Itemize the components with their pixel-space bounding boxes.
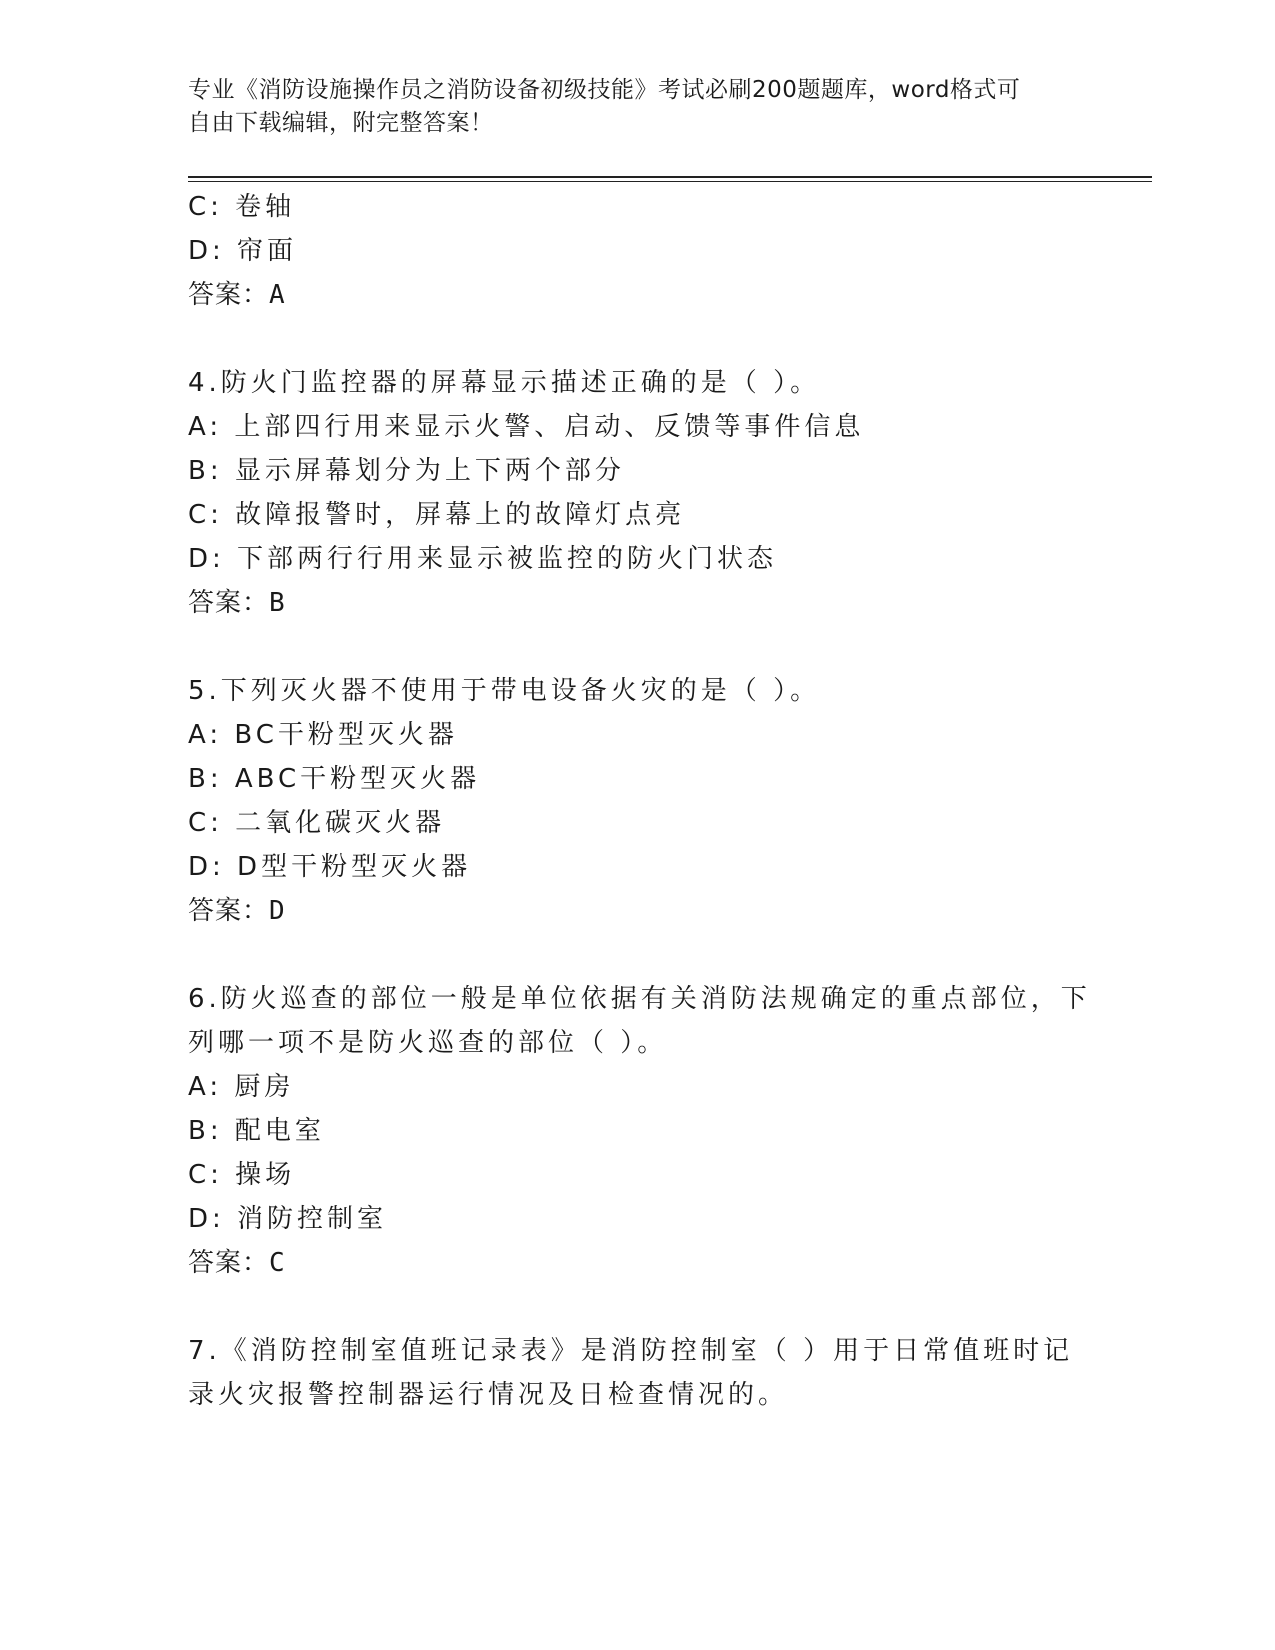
answer-label: 答案： [188,280,270,310]
q6-option-d: D: 消防控制室 [188,1204,388,1234]
q5-option-d: D: D型干粉型灭火器 [188,852,472,882]
q6-option-c: C: 操场 [188,1160,296,1190]
answer-value: C [269,1248,286,1278]
answer-label: 答案： [188,588,270,618]
q7-question-line-1: 7.《消防控制室值班记录表》是消防控制室（ ）用于日常值班时记 [188,1336,1074,1366]
q5-option-a: A: BC干粉型灭火器 [188,720,458,750]
answer-value: D [269,896,286,926]
q3-option-c: C: 卷轴 [188,192,296,222]
q6-question-line-1: 6.防火巡查的部位一般是单位依据有关消防法规确定的重点部位，下 [188,984,1091,1014]
q7-question-line-2: 录火灾报警控制器运行情况及日检查情况的。 [188,1380,789,1410]
q4-option-c: C: 故障报警时，屏幕上的故障灯点亮 [188,500,686,530]
q6-option-a: A: 厨房 [188,1072,295,1102]
header-divider-thick [188,176,1152,178]
q5-answer [188,890,286,927]
answer-label: 答案： [188,896,270,926]
q5-option-b: B: ABC干粉型灭火器 [188,764,481,794]
q3-option-d: D: 帘面 [188,236,298,266]
answer-value: A [269,280,286,310]
answer-label: 答案： [188,1248,270,1278]
q3-answer [188,274,286,311]
header-divider-thin [188,181,1152,182]
document-header [188,74,1078,140]
q6-answer [188,1242,286,1279]
header-line-2: 自由下载编辑，附完整答案！ [188,110,494,136]
q5-option-c: C: 二氧化碳灭火器 [188,808,446,838]
q6-question-line-2: 列哪一项不是防火巡查的部位（ ）。 [188,1028,668,1058]
q5-question: 5.下列灭火器不使用于带电设备火灾的是（ ）。 [188,676,821,706]
q6-option-b: B: 配电室 [188,1116,325,1146]
answer-value: B [269,588,286,618]
q4-option-a: A: 上部四行用来显示火警、启动、反馈等事件信息 [188,412,865,442]
header-line-1: 专业《消防设施操作员之消防设备初级技能》考试必刷200题题库，word格式可 [188,77,1021,103]
q4-option-b: B: 显示屏幕划分为上下两个部分 [188,456,625,486]
q4-option-d: D: 下部两行行用来显示被监控的防火门状态 [188,544,778,574]
q4-question: 4.防火门监控器的屏幕显示描述正确的是（ ）。 [188,368,821,398]
q4-answer [188,582,286,619]
